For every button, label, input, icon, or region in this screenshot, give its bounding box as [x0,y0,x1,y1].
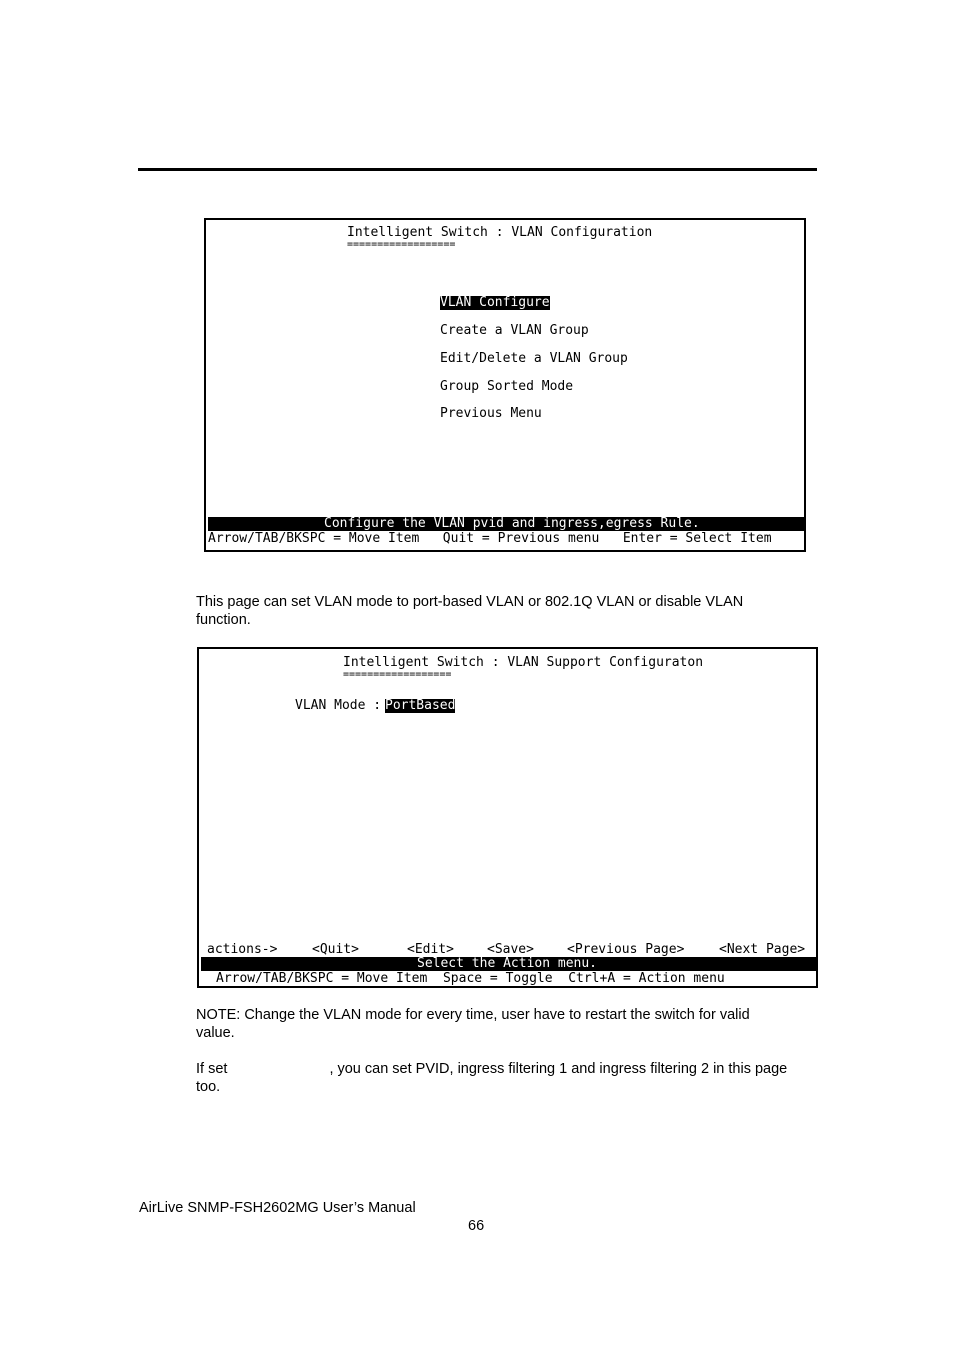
vlan-mode-value[interactable]: PortBased [385,698,456,713]
manual-title: AirLive SNMP-FSH2602MG User’s Manual [139,1200,416,1216]
paragraph-rest: , you can set PVID, ingress filtering 1 and ingress filtering 2 in this page [329,1061,788,1077]
paragraph-pvid [196,1060,787,1096]
vlan-support-configuration-screen [197,647,818,988]
menu-item-create-vlan-group[interactable]: Create a VLAN Group [440,323,589,338]
screen-title: Intelligent Switch : VLAN Configuration [347,225,653,240]
paragraph-line: function. [196,612,251,628]
quit-action[interactable]: <Quit> [312,942,359,957]
status-text: Configure the VLAN pvid and ingress,egress Rule. [324,516,700,531]
vlan-mode-label: VLAN Mode : [295,698,382,713]
menu-item-edit-delete-vlan-group[interactable]: Edit/Delete a VLAN Group [440,351,628,366]
help-line: Arrow/TAB/BKSPC = Move Item Space = Toggle Ctrl+A = Action menu [216,971,725,986]
menu-item-group-sorted-mode[interactable]: Group Sorted Mode [440,379,574,394]
note-line: NOTE: Change the VLAN mode for every time, user have to restart the switch for valid [196,1007,750,1023]
save-action[interactable]: <Save> [487,942,534,957]
title-underline: ================== [347,239,456,250]
top-rule [138,168,817,171]
menu-item-previous-menu[interactable]: Previous Menu [440,406,542,421]
help-line: Arrow/TAB/BKSPC = Move Item Quit = Previous menu Enter = Select Item [208,531,772,546]
paragraph-line: too. [196,1079,221,1095]
title-underline: ================== [343,669,452,680]
actions-label: actions-> [207,942,278,957]
paragraph-line [196,1060,787,1078]
status-text: Select the Action menu. [417,956,598,971]
screen-title: Intelligent Switch : VLAN Support Configuraton [343,655,704,670]
note-paragraph [196,1006,750,1042]
paragraph-line: This page can set VLAN mode to port-based VLAN or 802.1Q VLAN or disable VLAN [196,594,744,610]
page-number: 66 [468,1218,485,1234]
vlan-configuration-screen [204,218,806,552]
status-bar [208,517,804,531]
status-bar [201,957,816,971]
paragraph-lead: If set [196,1061,228,1077]
previous-page-action[interactable]: <Previous Page> [567,942,685,957]
next-page-action[interactable]: <Next Page> [719,942,806,957]
paragraph-vlan-mode [196,593,743,629]
menu-item-vlan-configure[interactable]: VLAN Configure [440,295,550,310]
note-line: value. [196,1025,235,1041]
edit-action[interactable]: <Edit> [407,942,454,957]
